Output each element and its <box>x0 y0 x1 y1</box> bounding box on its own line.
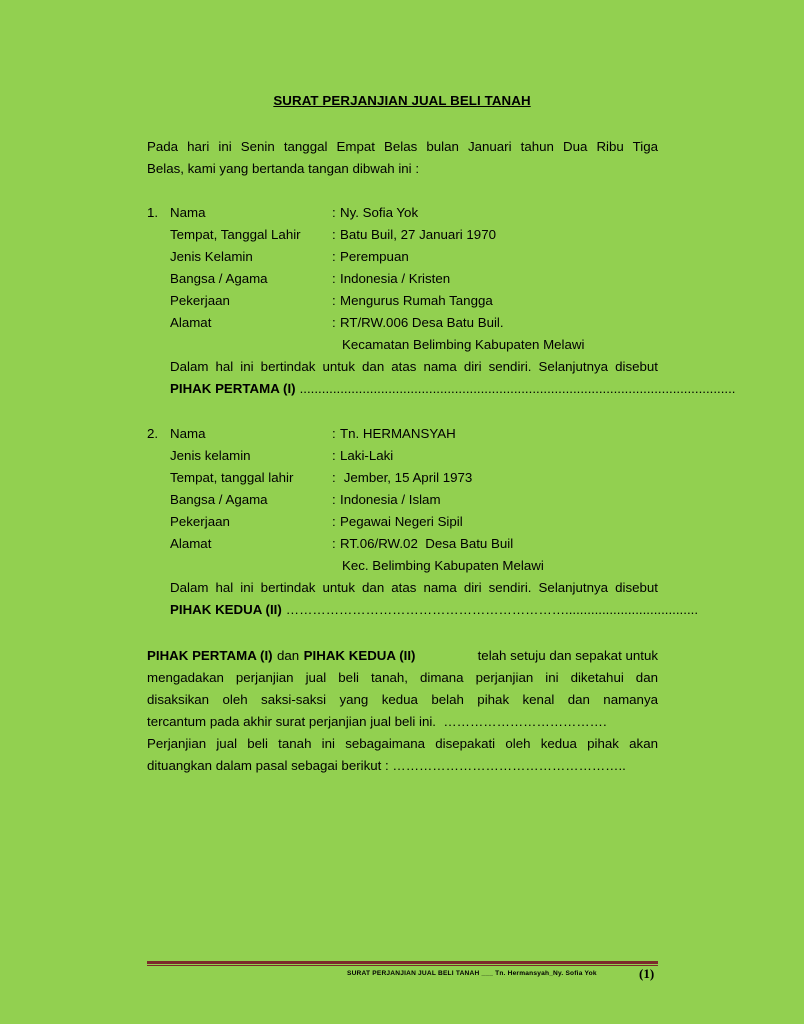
party-two-number: 2. <box>147 426 159 441</box>
closing-line-2: mengadakan perjanjian jual beli tanah, dimana perjanjian ini diketahui dan <box>147 670 658 685</box>
intro-line-1: Pada hari ini Senin tanggal Empat Belas bulan Januari tahun Dua Ribu Tiga <box>147 139 658 154</box>
closing-pihak-pertama: PIHAK PERTAMA (I) <box>147 648 273 663</box>
party-one-row-nationality <box>147 268 658 290</box>
intro-paragraph <box>147 136 658 180</box>
party-two-designation: PIHAK KEDUA (II) <box>170 602 282 617</box>
field-label: Jenis Kelamin <box>170 249 253 264</box>
field-label: Tempat, Tanggal Lahir <box>170 227 301 242</box>
field-value: Indonesia / Kristen <box>340 271 451 286</box>
field-colon: : <box>332 470 336 485</box>
footer-running-title: SURAT PERJANJIAN JUAL BELI TANAH ___ Tn. Hermansyah_Ny. Sofia Yok <box>347 970 597 977</box>
closing-line-5: Perjanjian jual beli tanah ini sebagaimana disepakati oleh kedua pihak akan <box>147 736 658 751</box>
designation-line <box>170 378 736 400</box>
footer-rule-thick <box>147 961 658 964</box>
field-label: Alamat <box>170 315 212 330</box>
closing-dan: dan <box>277 648 300 663</box>
field-colon: : <box>332 293 336 308</box>
field-value: Mengurus Rumah Tangga <box>340 293 493 308</box>
field-label: Alamat <box>170 536 212 551</box>
intro-line-2: Belas, kami yang bertanda tangan dibwah ini : <box>147 161 420 176</box>
field-colon: : <box>332 426 336 441</box>
field-label: Nama <box>170 205 206 220</box>
field-colon: : <box>332 271 336 286</box>
party-two-row-birth <box>147 467 658 489</box>
field-value: RT.06/RW.02 Desa Batu Buil <box>340 536 514 551</box>
field-value: Perempuan <box>340 249 409 264</box>
statement-text: Dalam hal ini bertindak untuk dan atas nama diri sendiri. Selanjutnya disebut <box>170 359 658 374</box>
party-one-designation: PIHAK PERTAMA (I) <box>170 381 296 396</box>
party-two-row-occupation <box>147 511 658 533</box>
field-label: Bangsa / Agama <box>170 271 268 286</box>
address-continuation: Kecamatan Belimbing Kabupaten Melawi <box>342 337 585 352</box>
closing-line-4: tercantum pada akhir surat perjanjian jual beli ini. ………………………………. <box>147 714 607 729</box>
field-label: Pekerjaan <box>170 514 230 529</box>
field-colon: : <box>332 448 336 463</box>
field-label: Jenis kelamin <box>170 448 251 463</box>
field-label: Nama <box>170 426 206 441</box>
party-one-row-birth <box>147 224 658 246</box>
party-one-section <box>147 202 736 400</box>
field-label: Bangsa / Agama <box>170 492 268 507</box>
party-one-row-name <box>147 202 658 224</box>
field-colon: : <box>332 492 336 507</box>
field-value: Laki-Laki <box>340 448 394 463</box>
closing-line-1 <box>147 645 658 667</box>
field-value: Ny. Sofia Yok <box>340 205 419 220</box>
field-label: Tempat, tanggal lahir <box>170 470 294 485</box>
page-number: (1) <box>639 966 655 981</box>
address-continuation: Kec. Belimbing Kabupaten Melawi <box>342 558 544 573</box>
closing-line-1-rest: telah setuju dan sepakat untuk <box>477 648 658 663</box>
party-two-row-name <box>147 423 658 445</box>
closing-pihak-kedua: PIHAK KEDUA (II) <box>303 648 416 663</box>
party-one-row-address-cont <box>147 334 658 356</box>
field-value: Tn. HERMANSYAH <box>340 426 456 441</box>
footer-rule-thin <box>147 965 658 966</box>
field-value: RT/RW.006 Desa Batu Buil. <box>340 315 504 330</box>
field-colon: : <box>332 249 336 264</box>
party-one-row-gender <box>147 246 658 268</box>
party-one-statement <box>170 356 736 400</box>
field-label: Pekerjaan <box>170 293 230 308</box>
closing-line-6: dituangkan dalam pasal sebagai berikut : …………………………………………….. <box>147 758 626 773</box>
field-colon: : <box>332 514 336 529</box>
party-two-row-gender <box>147 445 658 467</box>
field-value: Pegawai Negeri Sipil <box>340 514 463 529</box>
document-title: SURAT PERJANJIAN JUAL BELI TANAH <box>273 93 531 108</box>
field-colon: : <box>332 205 336 220</box>
dotted-leader: ……………………………………………………….................................... <box>285 602 699 617</box>
party-two-statement <box>170 577 699 621</box>
field-value: Batu Buil, 27 Januari 1970 <box>340 227 496 242</box>
party-two-section <box>147 423 699 621</box>
closing-paragraph <box>147 645 658 777</box>
closing-line-3: disaksikan oleh saksi-saksi yang kedua belah pihak kenal dan namanya <box>147 692 658 707</box>
field-colon: : <box>332 536 336 551</box>
dotted-leader: ...................................................................................................................... <box>299 381 736 396</box>
designation-line <box>170 599 699 621</box>
party-two-row-nationality <box>147 489 658 511</box>
party-two-row-address-cont <box>147 555 658 577</box>
party-one-row-occupation <box>147 290 658 312</box>
field-colon: : <box>332 315 336 330</box>
party-two-row-address <box>147 533 658 555</box>
field-colon: : <box>332 227 336 242</box>
statement-text: Dalam hal ini bertindak untuk dan atas nama diri sendiri. Selanjutnya disebut <box>170 580 658 595</box>
party-one-number: 1. <box>147 205 159 220</box>
field-value: Jember, 15 April 1973 <box>340 470 473 485</box>
field-value: Indonesia / Islam <box>340 492 441 507</box>
party-one-row-address <box>147 312 658 334</box>
